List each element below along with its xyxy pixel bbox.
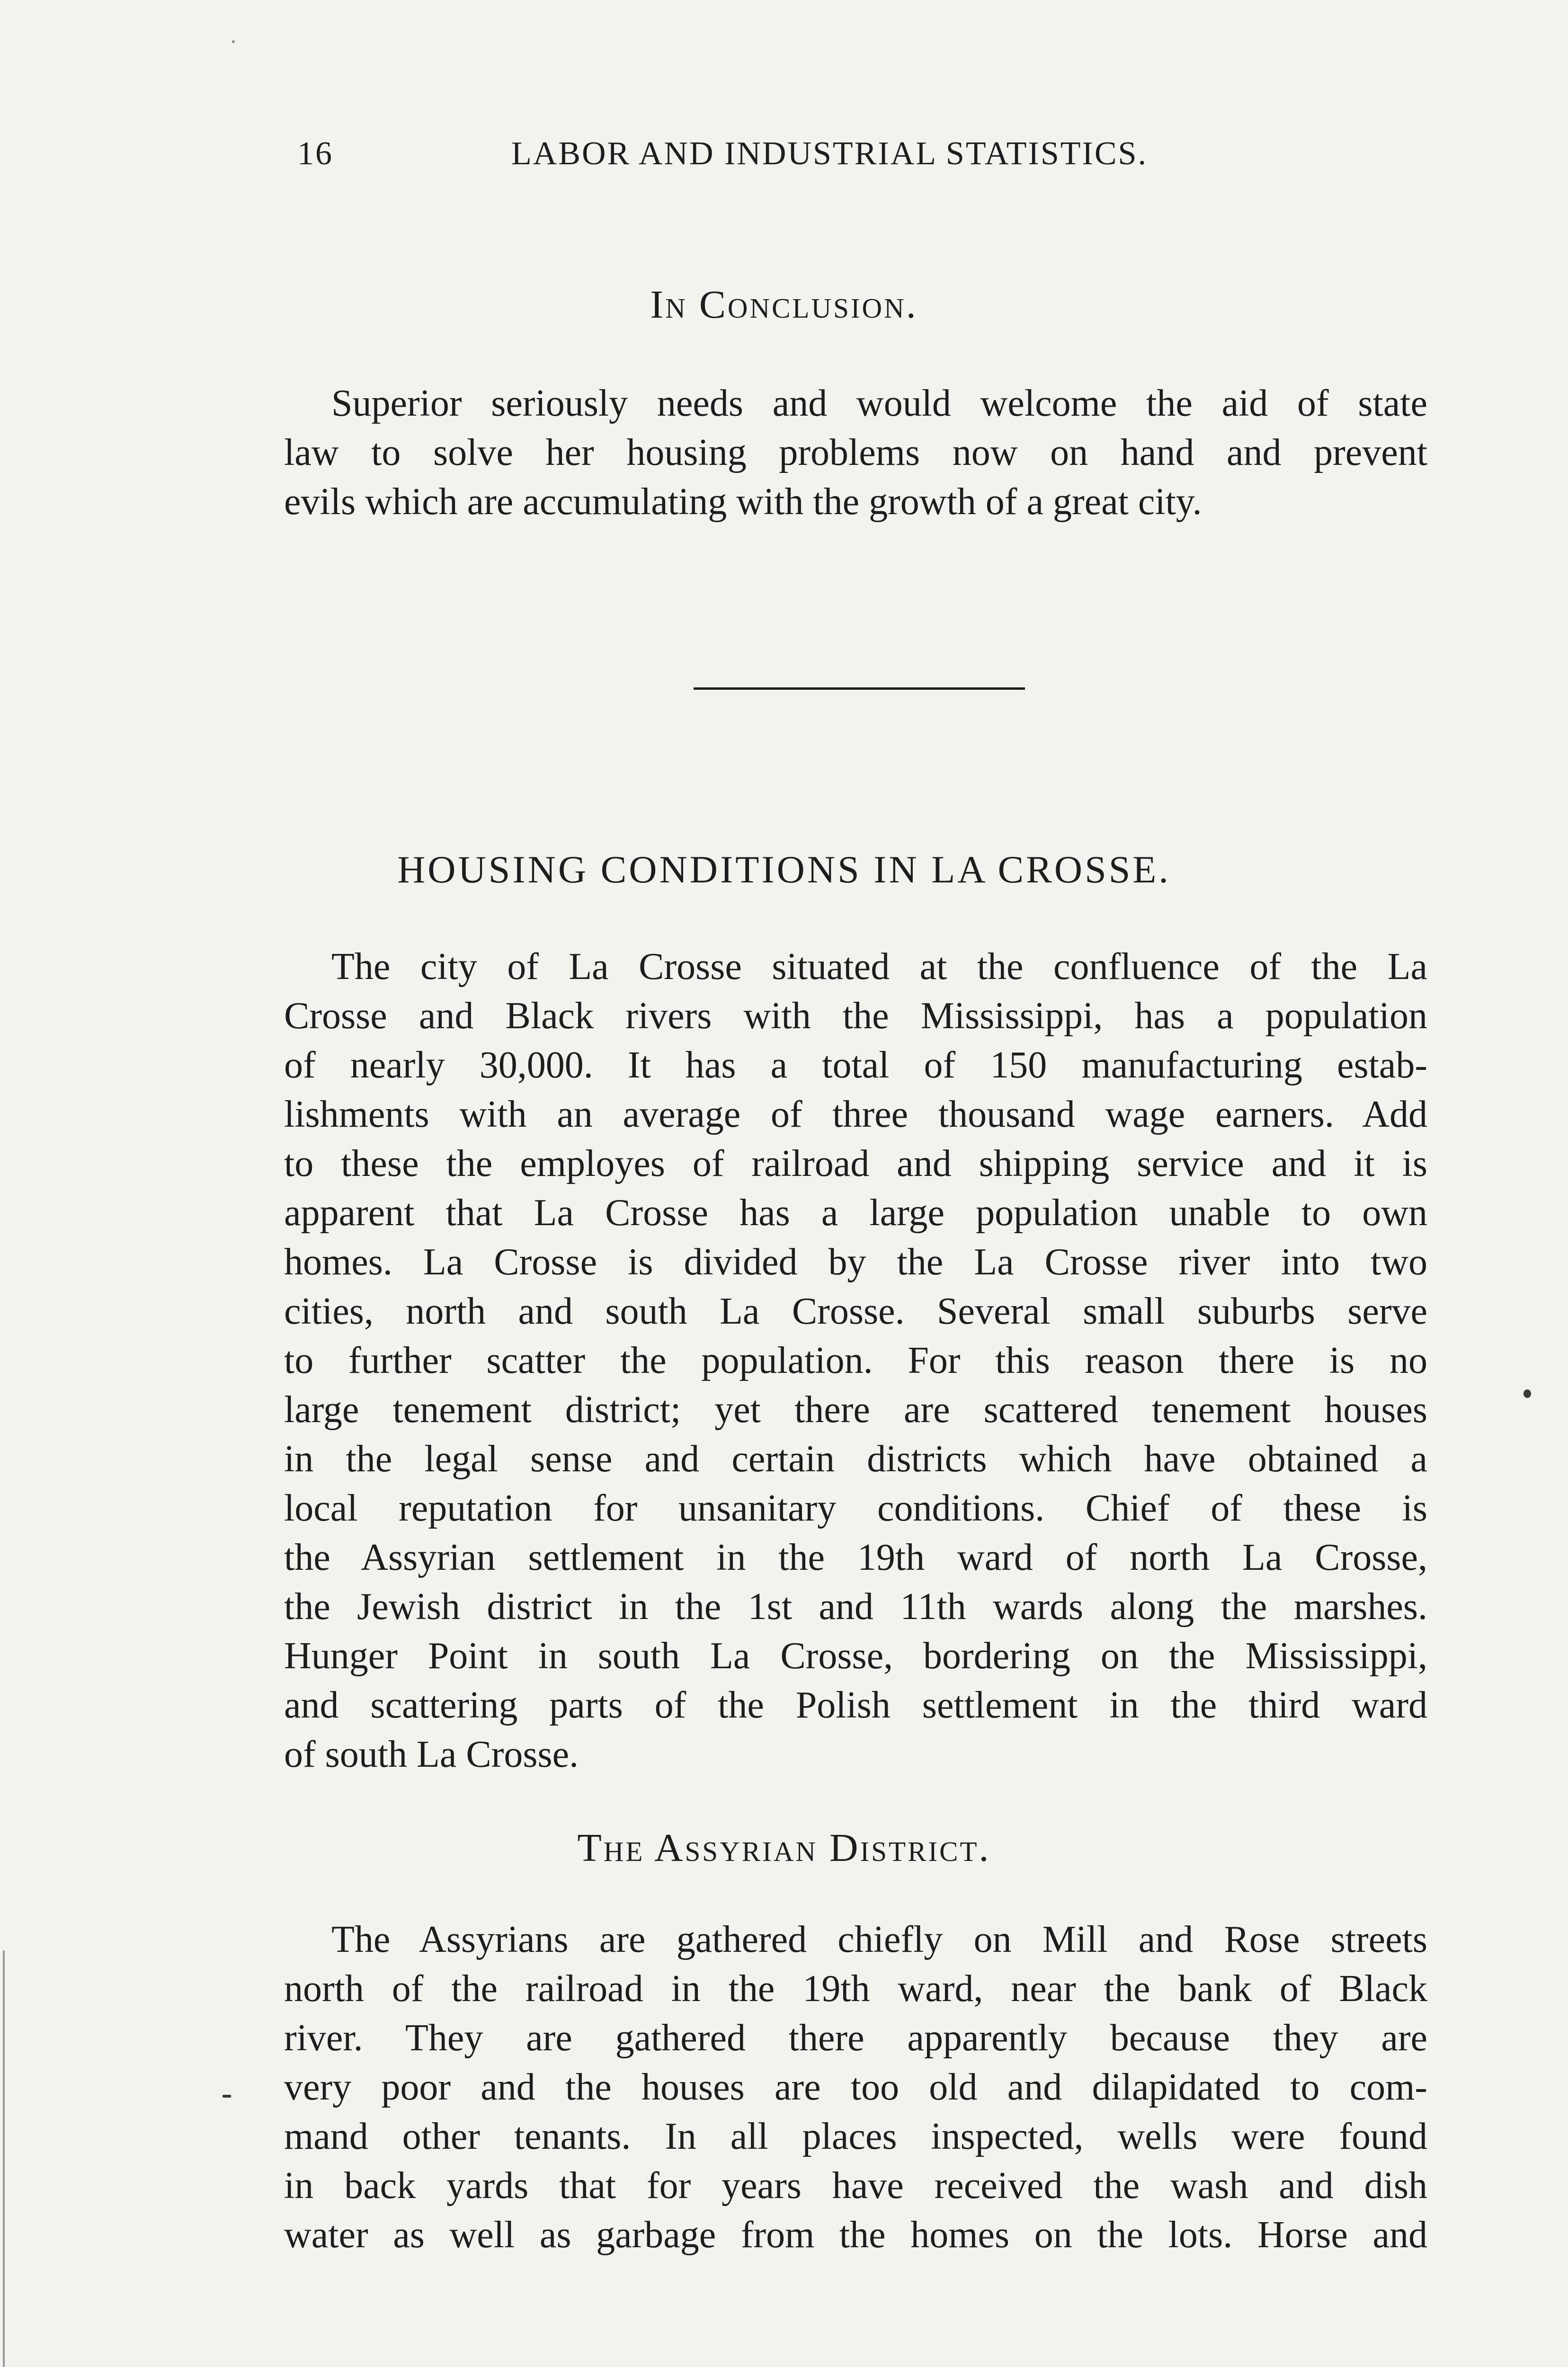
paragraph-line: water as well as garbage from the homes on the lots. Horse and xyxy=(284,2214,1427,2256)
paragraph-line: the Jewish district in the 1st and 11th wards along the marshes. xyxy=(284,1586,1427,1628)
running-title: LABOR AND INDUSTRIAL STATISTICS. xyxy=(511,135,1148,172)
conclusion-paragraph xyxy=(284,379,1427,526)
la-crosse-paragraph xyxy=(284,942,1427,1779)
running-header xyxy=(284,135,1420,187)
ink-speck xyxy=(1523,1389,1531,1398)
paragraph-line: local reputation for unsanitary conditions. Chief of these is xyxy=(284,1487,1427,1529)
paragraph-line: Crosse and Black rivers with the Mississippi, has a population xyxy=(284,995,1427,1037)
paragraph-line: and scattering parts of the Polish settlement in the third ward xyxy=(284,1684,1427,1726)
paragraph-line: The Assyrians are gathered chiefly on Mill and Rose streets xyxy=(331,1919,1427,1960)
section-divider-rule xyxy=(694,687,1025,690)
paragraph-line: cities, north and south La Crosse. Several small suburbs serve xyxy=(284,1290,1427,1332)
ink-speck xyxy=(223,2095,231,2098)
conclusion-heading: In Conclusion. xyxy=(650,283,918,327)
assyrian-paragraph xyxy=(284,1915,1427,2260)
paragraph-line: north of the railroad in the 19th ward, near the bank of Black xyxy=(284,1968,1427,2010)
paragraph-line: homes. La Crosse is divided by the La Crosse river into two xyxy=(284,1241,1427,1283)
ink-speck xyxy=(232,40,235,43)
paragraph-line: of nearly 30,000. It has a total of 150 manufacturing estab- xyxy=(284,1044,1427,1086)
paragraph-line: lishments with an average of three thousand wage earners. Add xyxy=(284,1094,1427,1135)
assyrian-heading: The Assyrian District. xyxy=(577,1826,991,1870)
paragraph-line: to further scatter the population. For this reason there is no xyxy=(284,1340,1427,1381)
paragraph-line: apparent that La Crosse has a large population unable to own xyxy=(284,1192,1427,1234)
paragraph-line: The city of La Crosse situated at the confluence of the La xyxy=(331,946,1427,988)
paragraph-line: river. They are gathered there apparently because they are xyxy=(284,2017,1427,2059)
paragraph-line: very poor and the houses are too old and dilapidated to com- xyxy=(284,2066,1427,2108)
paragraph-line: mand other tenants. In all places inspected, wells were found xyxy=(284,2116,1427,2157)
paragraph-line: the Assyrian settlement in the 19th ward of north La Crosse, xyxy=(284,1537,1427,1578)
la-crosse-heading: HOUSING CONDITIONS IN LA CROSSE. xyxy=(397,848,1171,891)
paragraph-line: in back yards that for years have received the wash and dish xyxy=(284,2165,1427,2207)
page-number: 16 xyxy=(297,135,333,172)
scan-edge-mark xyxy=(3,1950,5,2367)
paragraph-line: in the legal sense and certain districts which have obtained a xyxy=(284,1438,1427,1480)
paragraph-line: Superior seriously needs and would welcome the aid of state xyxy=(331,383,1427,424)
paragraph-line: evils which are accumulating with the growth of a great city. xyxy=(284,481,1202,523)
paragraph-line: to these the employes of railroad and shipping service and it is xyxy=(284,1143,1427,1184)
paragraph-line: law to solve her housing problems now on hand and prevent xyxy=(284,432,1427,473)
paragraph-line: of south La Crosse. xyxy=(284,1734,579,1775)
paragraph-line: large tenement district; yet there are scattered tenement houses xyxy=(284,1389,1427,1431)
paragraph-line: Hunger Point in south La Crosse, bordering on the Mississippi, xyxy=(284,1635,1427,1677)
